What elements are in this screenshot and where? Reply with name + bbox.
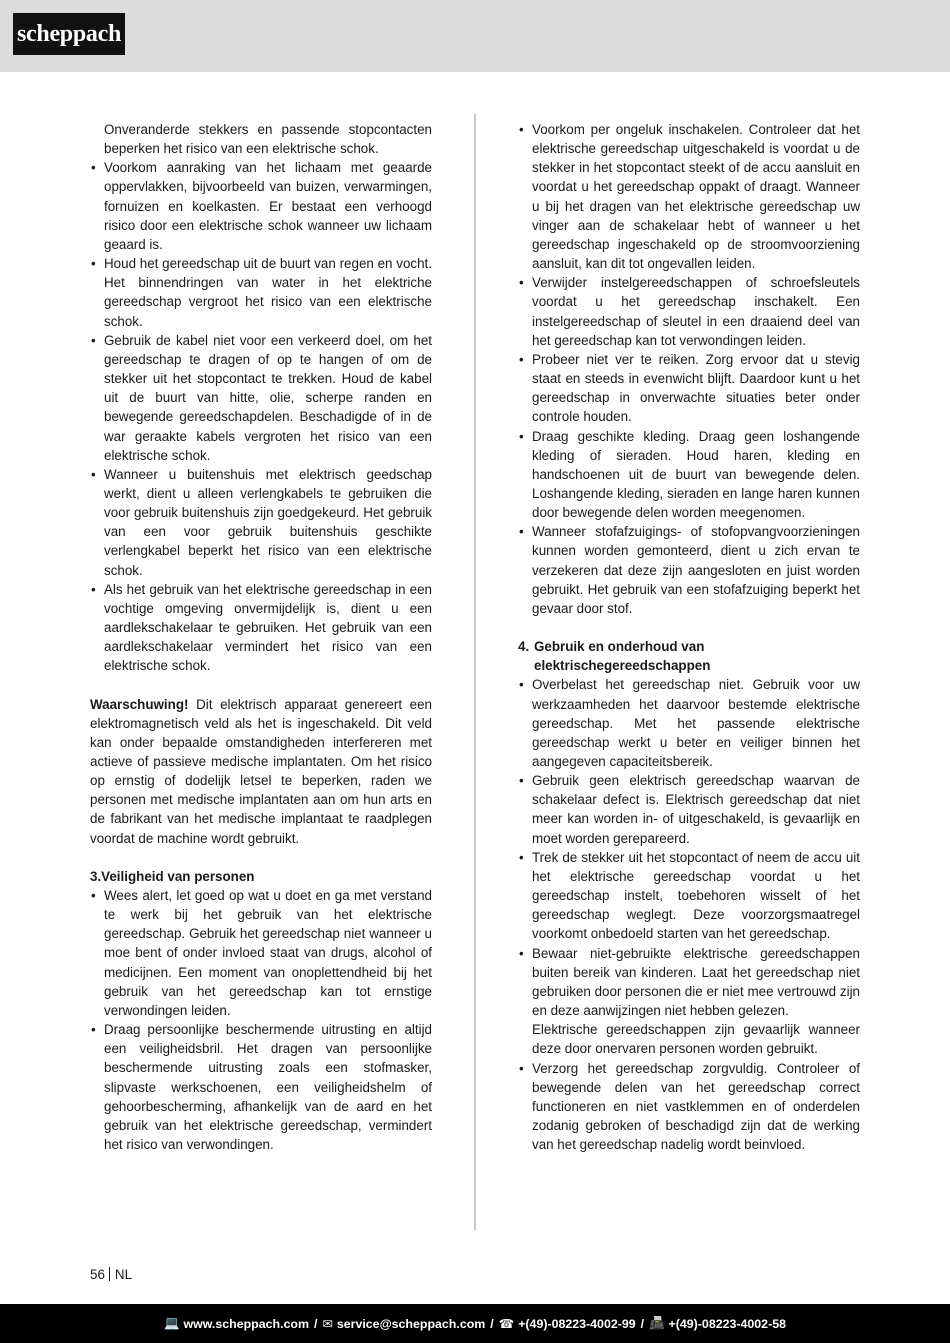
right-column: [518, 120, 860, 1154]
separator: /: [640, 1316, 645, 1331]
email-icon: ✉: [322, 1317, 333, 1331]
list-item: • Overbelast het gereedschap niet. Gebruik voor uw werkzaamheden het daarvoor bestemde elektrische gereedschap. Met het passende elektrische gereedschap werkt u beter en veiliger binnen het aangegeven capaciteitsbereik.: [518, 675, 860, 771]
page-number: [90, 1265, 132, 1284]
separator: /: [490, 1316, 494, 1331]
column-divider: [474, 114, 476, 1230]
intro-paragraph: Onveranderde stekkers en passende stopcontacten beperken het risico van een elektrische schok.: [104, 122, 432, 157]
list-item: • Verzorg het gereedschap zorgvuldig. Controleer of bewegende delen van het gereedschap correct functioneren en niet vastklemmen en of onderdelen zodanig gebroken of beschadigd zijn dat de werking van het gereedschap nadelig wordt beinvloed.: [518, 1059, 860, 1155]
list-item: • Bewaar niet-gebruikte elektrische gereedschappen buiten bereik van kinderen. Laat het gereedschap niet gebruiken door personen die er niet mee vertrouwd zijn en deze aanwijzingen niet hebben gelezen.: [518, 944, 860, 1021]
computer-icon: 💻: [164, 1316, 180, 1330]
list-item: • Als het gebruik van het elektrische gereedschap in een vochtige omgeving onvermijdelijk is, dient u een aardlekschakelaar te gebruiken. Het gebruik van een aardlekschakelaar vermindert het risico van een elektrische schok.: [90, 580, 432, 676]
section-title: Veiligheid van personen: [101, 868, 255, 884]
list-item: • Draag geschikte kleding. Draag geen loshangende kleding of sieraden. Houd haren, kleding en handschoenen uit de buurt van bewegende delen. Loshangende kleding, sieraden en lange haren kunnen door bewegende delen worden meegenomen.: [518, 427, 860, 523]
list-item: • Voorkom per ongeluk inschakelen. Controleer dat het elektrische gereedschap uitgeschakeld is voordat u de stekker in het stopcontact steekt of de accu aansluit en voordat u het gereedschap oppakt of draagt. Wanneer u bij het dragen van het elektrische gereedschap uw vinger aan de schakelaar hebt of wanneer u het gereedschap ingeschakeld op de stroomvoorziening aansluit, kan dit tot ongevallen leiden.: [518, 120, 860, 273]
header-bar: [0, 0, 950, 72]
fax-number: +(49)-08223-4002-58: [668, 1316, 786, 1331]
section-title: Gebruik en onderhoud van elektrischegereedschappen: [534, 639, 711, 674]
warning-text: Dit elektrisch apparaat genereert een elektromagnetisch veld als het is ingeschakeld. Dit veld kan onder bepaalde omstandigheden interfereren met actieve of passieve medische implantaten. Om het risico op ernstig of dodelijk letsel te beperken, raden we personen met medische implantaten aan om hun arts en de fabrikant van het medische implantaat te raadplegen voordat de machine wordt gebruikt.: [90, 696, 432, 846]
page-number-divider: [109, 1267, 110, 1281]
warning-paragraph: [90, 695, 432, 848]
list-item: • Probeer niet ver te reiken. Zorg ervoor dat u stevig staat en steeds in evenwicht blijft. Daardoor kunt u het gereedschap in onverwachte situaties beter onder controle houden.: [518, 350, 860, 427]
section-heading-personal-safety: [90, 867, 432, 886]
page-number-value: 56: [90, 1267, 105, 1282]
tool-use-list-end: [518, 1059, 860, 1155]
section-heading-tool-use: [518, 637, 860, 675]
list-item: • Wanneer stofafzuigings- of stofopvangvoorzieningen kunnen worden gemonteerd, dient u zich ervan te verzekeren dat deze zijn aangesloten en juist worden gebruikt. Het gebruik van een stofafzuiging beperkt het gevaar door stof.: [518, 522, 860, 618]
brand-logo: scheppach: [13, 13, 125, 55]
list-item: • Voorkom aanraking van het lichaam met geaarde oppervlakken, bijvoorbeeld van buizen, verwarmingen, fornuizen en koelkasten. Er bestaat een verhoogd risico door een elektrische schok wanneer uw lichaam geaard is.: [90, 158, 432, 254]
tool-use-list: [518, 675, 860, 1020]
list-item: • Wanneer u buitenshuis met elektrisch geedschap werkt, dient u alleen verlengkabels te gebruiken die voor gebruik buitenshuis zijn goedgekeurd. Het gebruik van een voor gebruik buitenshuis geschikte verlengkabel beperkt het risico van een elektrische schok.: [90, 465, 432, 580]
note-paragraph: Elektrische gereedschappen zijn gevaarlijk wanneer deze door onervaren personen worden gebruikt.: [532, 1022, 860, 1057]
list-item: • Verwijder instelgereedschappen of schroefsleutels voordat u het gereedschap inschakelt. Een instelgereedschap of sleutel in een draaiend deel van het gereedschap kan tot verwondingen leiden.: [518, 273, 860, 350]
email-link[interactable]: service@scheppach.com: [336, 1316, 486, 1331]
phone-number[interactable]: +(49)-08223-4002-99: [518, 1316, 636, 1331]
fax-icon: 📠: [649, 1316, 665, 1330]
list-item: • Trek de stekker uit het stopcontact of neem de accu uit het elektrische gereedschap voordat u het gereedschap instelt, toebehoren wisselt of het gereedschap weglegt. Deze voorzorgsmaatregel voorkomt onbedoeld starten van het gereedschap.: [518, 848, 860, 944]
list-item: • Houd het gereedschap uit de buurt van regen en vocht. Het binnendringen van water in het elektriche gereedschap vergroot het risico van een elektrische schok.: [90, 254, 432, 331]
electrical-safety-list: [90, 158, 432, 675]
separator: /: [314, 1316, 318, 1331]
left-column: [90, 120, 432, 1154]
contact-bar: [0, 1304, 950, 1343]
list-item: • Wees alert, let goed op wat u doet en ga met verstand te werk bij het gebruik van het elektrische gereedschap. Gebruik het gereedschap niet wanneer u moe bent of onder invloed staat van drugs, alcohol of medicijnen. Een moment van onoplettendheid bij het gebruik van het gereedschap kan tot ernstige verwondingen leiden.: [90, 886, 432, 1020]
section-number: 3.: [90, 868, 102, 884]
list-item: • Draag persoonlijke beschermende uitrusting en altijd een veiligheidsbril. Het dragen van persoonlijke beschermende uitrusting zoals een stofmasker, slipvaste werkschoenen, een veiligheidshelm of gehoorbescherming, afhankelijk van de aard en het gebruik van het elektrische gereedschap, vermindert het risico van verwondingen.: [90, 1020, 432, 1154]
section-number: 4.: [518, 639, 530, 655]
personal-safety-list-continued: [518, 120, 860, 618]
warning-label: Waarschuwing!: [90, 696, 189, 712]
phone-icon: ☎: [498, 1317, 515, 1331]
website-link[interactable]: www.scheppach.com: [183, 1316, 309, 1331]
page-language: NL: [114, 1267, 133, 1282]
list-item: • Gebruik geen elektrisch gereedschap waarvan de schakelaar defect is. Elektrisch gereedschap dat niet meer kan worden in- of uitgeschakeld, is gevaarlijk en moet worden gerepareerd.: [518, 771, 860, 848]
personal-safety-list: [90, 886, 432, 1154]
list-item: • Gebruik de kabel niet voor een verkeerd doel, om het gereedschap te dragen of op te hangen of om de stekker uit het stopcontact te trekken. Houd de kabel uit de buurt van hitte, olie, scherpe randen en bewegende gereedschapdelen. Beschadigde of in de war geraakte kabels vergroten het risico van een elektrische schok.: [90, 331, 432, 465]
